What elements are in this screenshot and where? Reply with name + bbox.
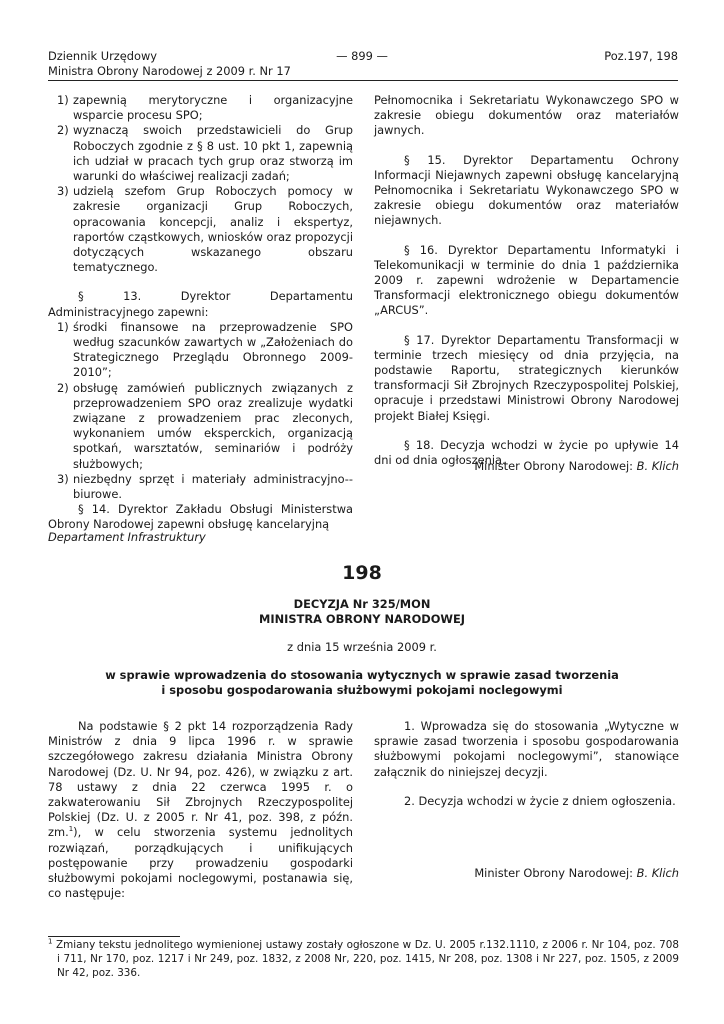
position-reference: Poz.197, 198 [604,49,678,63]
footnote-divider [48,936,180,937]
continued-right-column [374,93,679,468]
signature-block: Minister Obrony Narodowej: B. Klich [474,459,679,473]
signature-name: B. Klich [636,866,679,880]
list-item: 1) zapewnią merytoryczne i organizacyjne wsparcie procesu SPO; [57,93,353,123]
footnote: $^1$ Zmiany tekstu jednolitego wymienionej ustawy zostały ogłoszone w Dz. U. 2005 r.132.1110, z 2006 r. Nr 104, poz. 708 i 711, Nr 170, poz. 1217 i Nr 249, poz. 1832, z 2008 Nr, 220, poz. 1415, Nr 208, poz. 1308 i Nr 227, poz. 1505, z 2009 Nr 42, poz. 336. [48,937,679,979]
journal-title: Dziennik Urzędowy [48,49,158,63]
header-divider [48,80,678,81]
decision-date: z dnia 15 września 2009 r. [287,640,437,654]
footnote-number: 1 [48,937,53,946]
paragraph-13: § 13. Dyrektor Departamentu Administracyjnego zapewni: [48,289,353,319]
journal-issue: Ministra Obrony Narodowej z 2009 r. Nr 17 [48,64,291,78]
footnote-marker: 1 [68,825,74,834]
item-number: 198 [342,562,382,584]
paragraph-17: § 17. Dyrektor Departamentu Transformacji w terminie trzech miesięcy od dnia przyjęcia, na podstawie Raportu, strategicznych kierunków transformacji Sił Zbrojnych Rzeczypospolitej Polskiej, opracuje i przedstawi Ministrowi Obrony Narodowej projekt Białej Księgi. [374,332,679,423]
paragraph-15: § 15. Dyrektor Departamentu Ochrony Informacji Niejawnych zapewni obsługę kancelaryjną Pełnomocnika i Sekretariatu Wykonawczego SPO w zakresie obiegu dokumentów oraz materiałów niejawnych. [374,152,679,228]
department-name: Departament Infrastruktury [48,530,206,544]
decision-point-2: 2. Decyzja wchodzi w życie z dniem ogłoszenia. [404,793,676,808]
paragraph-14: § 14. Dyrektor Zakładu Obsługi Ministerstwa Obrony Narodowej zapewni obsługę kancelaryjną [48,502,353,532]
paragraph-14-continued: Pełnomocnika i Sekretariatu Wykonawczego SPO w zakresie obiegu dokumentów oraz materiałów jawnych. [374,93,679,138]
decision-subject: w sprawie wprowadzenia do stosowania wytycznych w sprawie zasad tworzenia i sposobu gospodarowania służbowymi pokojami noclegowymi [105,668,619,698]
list-item: 3) udzielą szefom Grup Roboczych pomocy w zakresie organizacji Grup Roboczych, opracowania koncepcji, analiz i ekspertyz, raportów cząstkowych, wniosków oraz propozycji dotyczących wskazanego obszaru tematycznego. [57,184,353,275]
list-item: 3) niezbędny sprzęt i materiały administracyjno--biurowe. [57,471,353,502]
paragraph-16: § 16. Dyrektor Departamentu Informatyki i Telekomunikacji w terminie do dnia 1 października 2009 r. zapewni wdrożenie w Departamencie Transformacji elektronicznego obiegu dokumentów „ARCUS”. [374,242,679,318]
page-number: — 899 — [336,49,388,63]
decision-point-1: 1. Wprowadza się do stosowania „Wytyczne w sprawie zasad tworzenia i sposobu gospodarowania służbowymi pokojami noclegowymi”, stanowiące załącznik do niniejszej decyzji. [374,719,679,779]
continued-left-column [48,93,353,533]
list-item: 2) wyznaczą swoich przedstawicieli do Grup Roboczych zgodnie z § 8 ust. 10 pkt 1, zapewnią ich udział w pracach tych grup oraz stworzą im warunki do właściwej realizacji zadań; [57,123,353,184]
decision-signature: Minister Obrony Narodowej: B. Klich [474,866,679,880]
decision-title: DECYZJA Nr 325/MON MINISTRA OBRONY NARODOWEJ [259,597,465,627]
paragraph-18: § 18. Decyzja wchodzi w życie po upływie 14 dni od dnia ogłoszenia. [374,437,679,468]
signature-name: B. Klich [636,459,679,473]
list-item: 2) obsługę zamówień publicznych związanych z przeprowadzeniem SPO oraz zrealizuje wydatki związane z prowadzeniem prac zleconych, wykonaniem umów eksperckich, organizacją spotkań, warsztatów, seminariów i podróży służbowych; [57,380,353,471]
list-item: 1) środki finansowe na przeprowadzenie SPO według szacunków zawartych w „Założeniach do Strategicznego Przeglądu Obronnego 2009-2010”; [57,319,353,380]
decision-body [374,719,679,809]
decision-preamble: Na podstawie § 2 pkt 14 rozporządzenia Rady Ministrów z dnia 9 lipca 1996 r. w sprawie szczegółowego zakresu działania Ministra Obrony Narodowej (Dz. U. Nr 94, poz. 426), w związku z art. 78 ustawy z dnia 22 czerwca 1995 r. o zakwaterowaniu Sił Zbrojnych Rzeczypospolitej Polskiej (Dz. U. z 2005 r. Nr 41, poz. 398, z późn. zm.$^1$), w celu stworzenia systemu jednolitych rozwiązań, porządkujących i unifikujących postępowanie przy prowadzeniu gospodarki służbowymi pokojami noclegowymi, postanawia się, co następuje: [48,719,353,901]
